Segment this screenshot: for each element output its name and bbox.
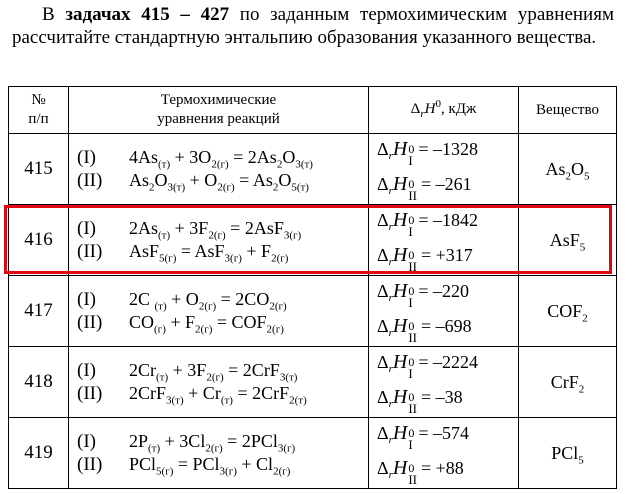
equation-line xyxy=(77,146,368,169)
reaction-equations xyxy=(69,347,369,418)
target-substance: $As_2O_5$ xyxy=(519,134,617,205)
reaction-equations xyxy=(69,418,369,489)
equation-text: $4As_{(т)} + 3O_{2(г)} = 2As_2O_{3(т)}$ xyxy=(129,147,313,171)
enthalpy-values xyxy=(369,276,519,347)
enthalpy-value: = +88 xyxy=(420,458,464,478)
enthalpy-value: = –574 xyxy=(418,423,469,443)
enthalpy-value: = –1328 xyxy=(418,139,478,159)
row-number: 417 xyxy=(9,276,69,347)
equation-label: (I) xyxy=(77,431,96,452)
intro-rest: по заданным термохимическим уравнениям рассчитайте стандартную энтальпию образования указанного вещества. xyxy=(12,4,614,48)
enthalpy-value: = –1842 xyxy=(418,210,478,230)
equation-label: (I) xyxy=(77,147,96,168)
equation-line xyxy=(77,169,368,192)
equation-text: $2CrF_{3(т)} + Cr_{(т)} = 2CrF_{2(т)}$ xyxy=(129,383,307,407)
enthalpy-line: Δ r H 0 II = –261 xyxy=(377,169,518,204)
equation-label: (II) xyxy=(77,170,103,191)
equation-line xyxy=(77,359,368,382)
enthalpy-values xyxy=(369,205,519,276)
target-substance: PCl$_5$ xyxy=(519,418,617,489)
equation-label: (I) xyxy=(77,360,96,381)
table-row xyxy=(9,347,617,418)
equation-line xyxy=(77,382,368,405)
header-number: № п/п xyxy=(9,87,69,134)
target-substance: $COF_2$ xyxy=(519,276,617,347)
thermochem-table xyxy=(8,86,617,489)
table-row xyxy=(9,205,617,276)
target-substance: AsF$_5$ xyxy=(519,205,617,276)
equation-text: $As_2O_{3(т)} + O_{2(г)} = As_2O_{5(т)}$ xyxy=(129,170,309,194)
equation-text: $2As_{(т)} + 3F_{2(г)} = 2AsF_{3(г)}$ xyxy=(129,218,302,242)
enthalpy-line: Δ r H 0 II = +317 xyxy=(377,240,518,275)
equation-line xyxy=(77,430,368,453)
equation-label: (II) xyxy=(77,454,103,475)
equation-line xyxy=(77,311,368,334)
equation-line xyxy=(77,288,368,311)
intro-task-range: задачах 415 – 427 xyxy=(65,4,230,25)
enthalpy-line: Δ r H 0 I = –1842 xyxy=(377,205,518,240)
equation-line xyxy=(77,217,368,240)
equation-label: (II) xyxy=(77,383,103,404)
table-header-row xyxy=(9,87,617,134)
equation-line xyxy=(77,240,368,263)
equation-label: (I) xyxy=(77,218,96,239)
header-equations: Термохимические уравнения реакций xyxy=(69,87,369,134)
enthalpy-line: Δ r H 0 II = –38 xyxy=(377,382,518,417)
intro-lead: В xyxy=(42,4,66,25)
row-number: 415 xyxy=(9,134,69,205)
header-substance: Вещество xyxy=(519,87,617,134)
enthalpy-values xyxy=(369,134,519,205)
table-row xyxy=(9,134,617,205)
enthalpy-value: = +317 xyxy=(420,245,473,265)
equation-text: $CO_{(г)} + F_{2(г)} = COF_{2(г)}$ xyxy=(129,312,284,336)
equation-text: 2C $_{(т)} + O_{2(г)} = 2CO_{2(г)}$ xyxy=(129,289,287,313)
enthalpy-line: Δ r H 0 II = –698 xyxy=(377,311,518,346)
row-number: 419 xyxy=(9,418,69,489)
enthalpy-line: Δ r H 0 I = –220 xyxy=(377,276,518,311)
equation-label: (I) xyxy=(77,289,96,310)
enthalpy-values xyxy=(369,347,519,418)
enthalpy-value: = –38 xyxy=(420,387,463,407)
equation-label: (II) xyxy=(77,241,103,262)
enthalpy-line: Δ r H 0 I = –574 xyxy=(377,418,518,453)
table-row xyxy=(9,276,617,347)
enthalpy-line: Δ r H 0 II = +88 xyxy=(377,453,518,488)
enthalpy-line: Δ r H 0 I = –2224 xyxy=(377,347,518,382)
equation-text: $2P_{(т)} + 3Cl_{2(г)} = 2PCl_{3(г)}$ xyxy=(129,431,296,455)
header-enthalpy: $\Delta_rH^0$, кДж xyxy=(369,87,519,134)
equation-line xyxy=(77,453,368,476)
equation-text: $AsF_{5(г)} = AsF_{3(г)} + F_{2(г)}$ xyxy=(129,241,289,265)
enthalpy-value: = –2224 xyxy=(418,352,478,372)
enthalpy-line: Δ r H 0 I = –1328 xyxy=(377,134,518,169)
table-row xyxy=(9,418,617,489)
enthalpy-value: = –261 xyxy=(420,174,472,194)
task-intro xyxy=(12,4,614,49)
equation-text: $2Cr_{(т)} + 3F_{2(г)} = 2CrF_{3(т)}$ xyxy=(129,360,298,384)
row-number: 416 xyxy=(9,205,69,276)
enthalpy-value: = –220 xyxy=(418,281,469,301)
target-substance: CrF$_2$ xyxy=(519,347,617,418)
enthalpy-value: = –698 xyxy=(420,316,472,336)
equation-text: $PCl_{5(г)} = PCl_{3(г)} + Cl_{2(г)}$ xyxy=(129,454,291,478)
reaction-equations xyxy=(69,205,369,276)
row-number: 418 xyxy=(9,347,69,418)
reaction-equations xyxy=(69,276,369,347)
enthalpy-values xyxy=(369,418,519,489)
reaction-equations xyxy=(69,134,369,205)
equation-label: (II) xyxy=(77,312,103,333)
